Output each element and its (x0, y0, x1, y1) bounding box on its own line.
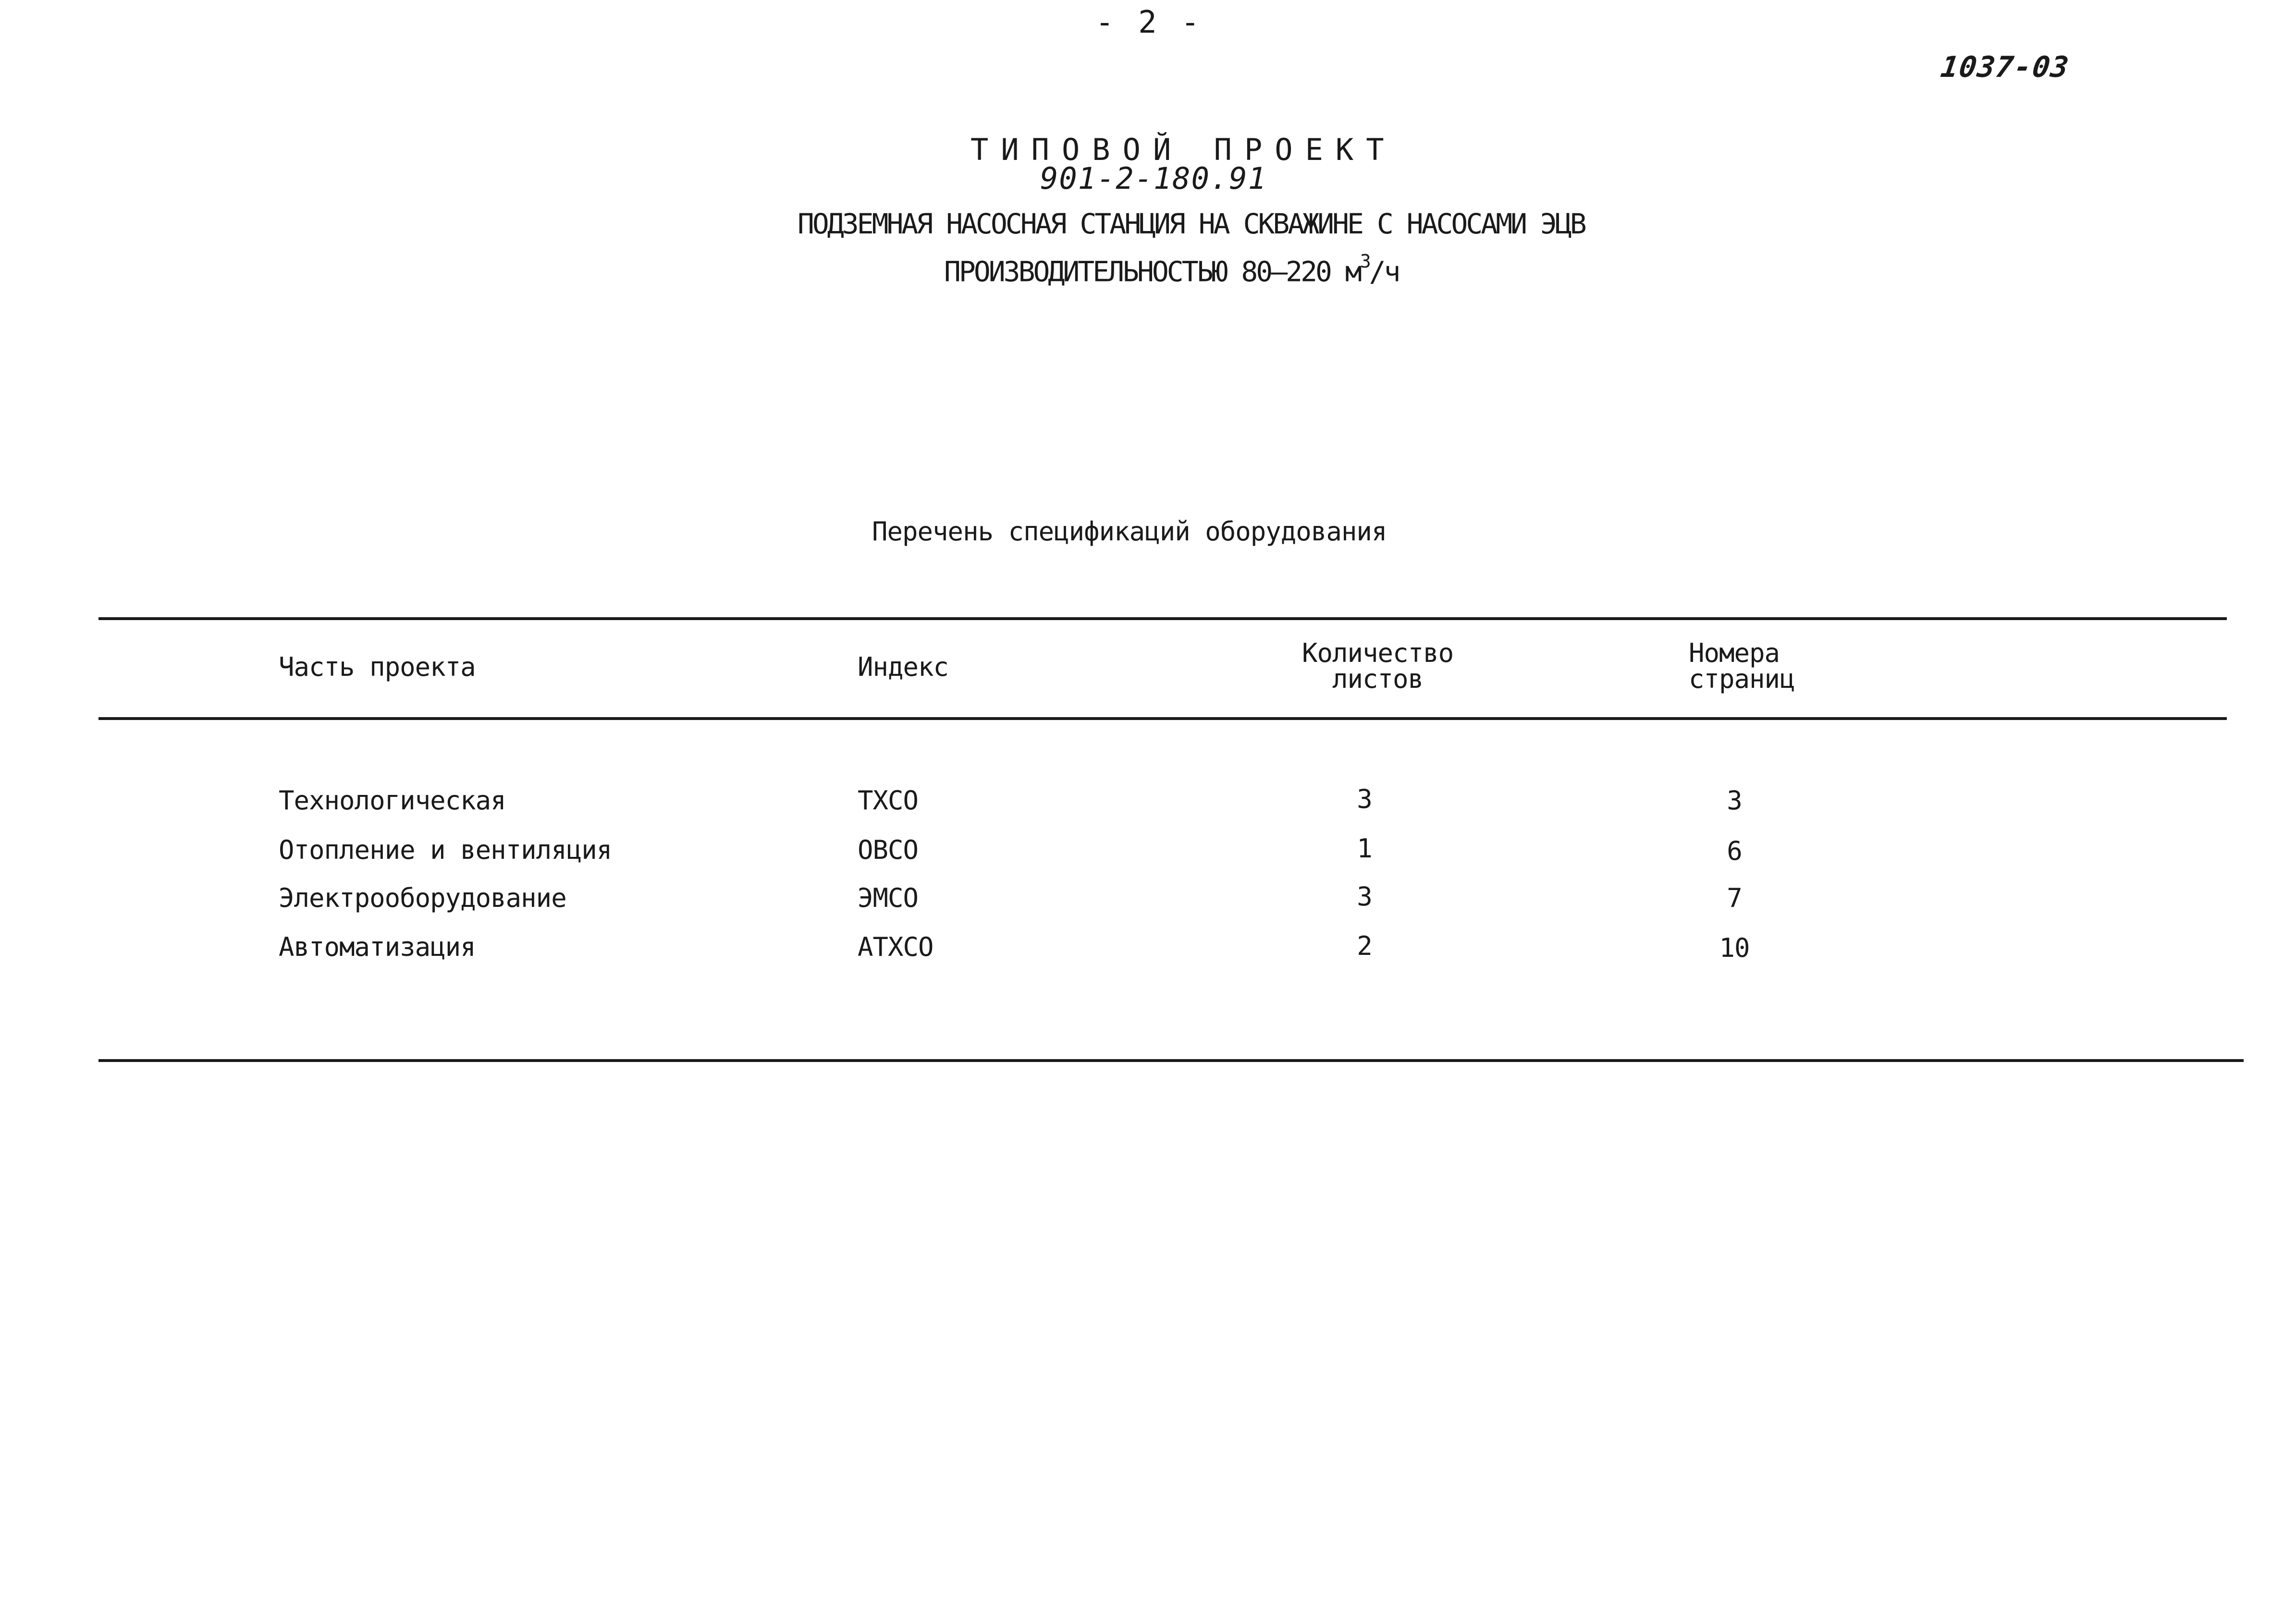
column-header-count-line2: листов (1332, 664, 1424, 694)
section-title: Перечень спецификаций оборудования (872, 516, 1387, 547)
table-header-rule (98, 717, 2227, 720)
row-2-part: Отопление и вентиляция (279, 835, 612, 865)
row-4-index: АТХСО (858, 932, 933, 962)
column-header-part: Часть проекта (279, 652, 476, 682)
row-3-pages: 7 (1727, 883, 1742, 913)
column-header-count-line1: Количество (1302, 638, 1454, 668)
row-3-index: ЭМСО (858, 883, 919, 913)
unit-suffix: /ч (1369, 255, 1399, 288)
row-1-pages: 3 (1727, 785, 1742, 816)
row-3-count: 3 (1357, 881, 1372, 912)
header-subtitle-line2 (944, 251, 1399, 288)
row-4-count: 2 (1357, 931, 1372, 961)
header-subtitle-line1: ПОДЗЕМНАЯ НАСОСНАЯ СТАНЦИЯ НА СКВАЖИНЕ С НАСОСАМИ ЭЦВ (798, 207, 1585, 240)
row-1-part: Технологическая (279, 785, 506, 816)
unit-exponent: 3 (1360, 251, 1369, 272)
header-title: ТИПОВОЙ ПРОЕКТ (970, 132, 1397, 167)
column-header-pages-line2: страниц (1689, 664, 1795, 694)
row-4-part: Автоматизация (279, 932, 476, 962)
document-code: 1037-03 (1939, 50, 2072, 84)
row-2-pages: 6 (1727, 836, 1742, 866)
row-4-pages: 10 (1719, 933, 1750, 963)
column-header-pages (1689, 640, 1795, 692)
column-header-pages-line1: Номера (1689, 638, 1780, 668)
row-2-count: 1 (1357, 833, 1372, 864)
row-1-count: 3 (1357, 784, 1372, 814)
capacity-text: ПРОИЗВОДИТЕЛЬНОСТЬЮ 80–220 м (944, 255, 1360, 288)
project-number: 901-2-180.91 (1040, 161, 1267, 196)
column-header-count (1302, 640, 1453, 692)
row-1-index: ТХСО (858, 785, 919, 816)
table-top-rule (98, 617, 2227, 620)
row-3-part: Электрооборудование (279, 883, 566, 913)
page-number: - 2 - (1095, 5, 1203, 40)
table-bottom-rule (98, 1059, 2244, 1062)
row-2-index: ОВСО (858, 835, 919, 865)
column-header-index: Индекс (858, 652, 949, 682)
